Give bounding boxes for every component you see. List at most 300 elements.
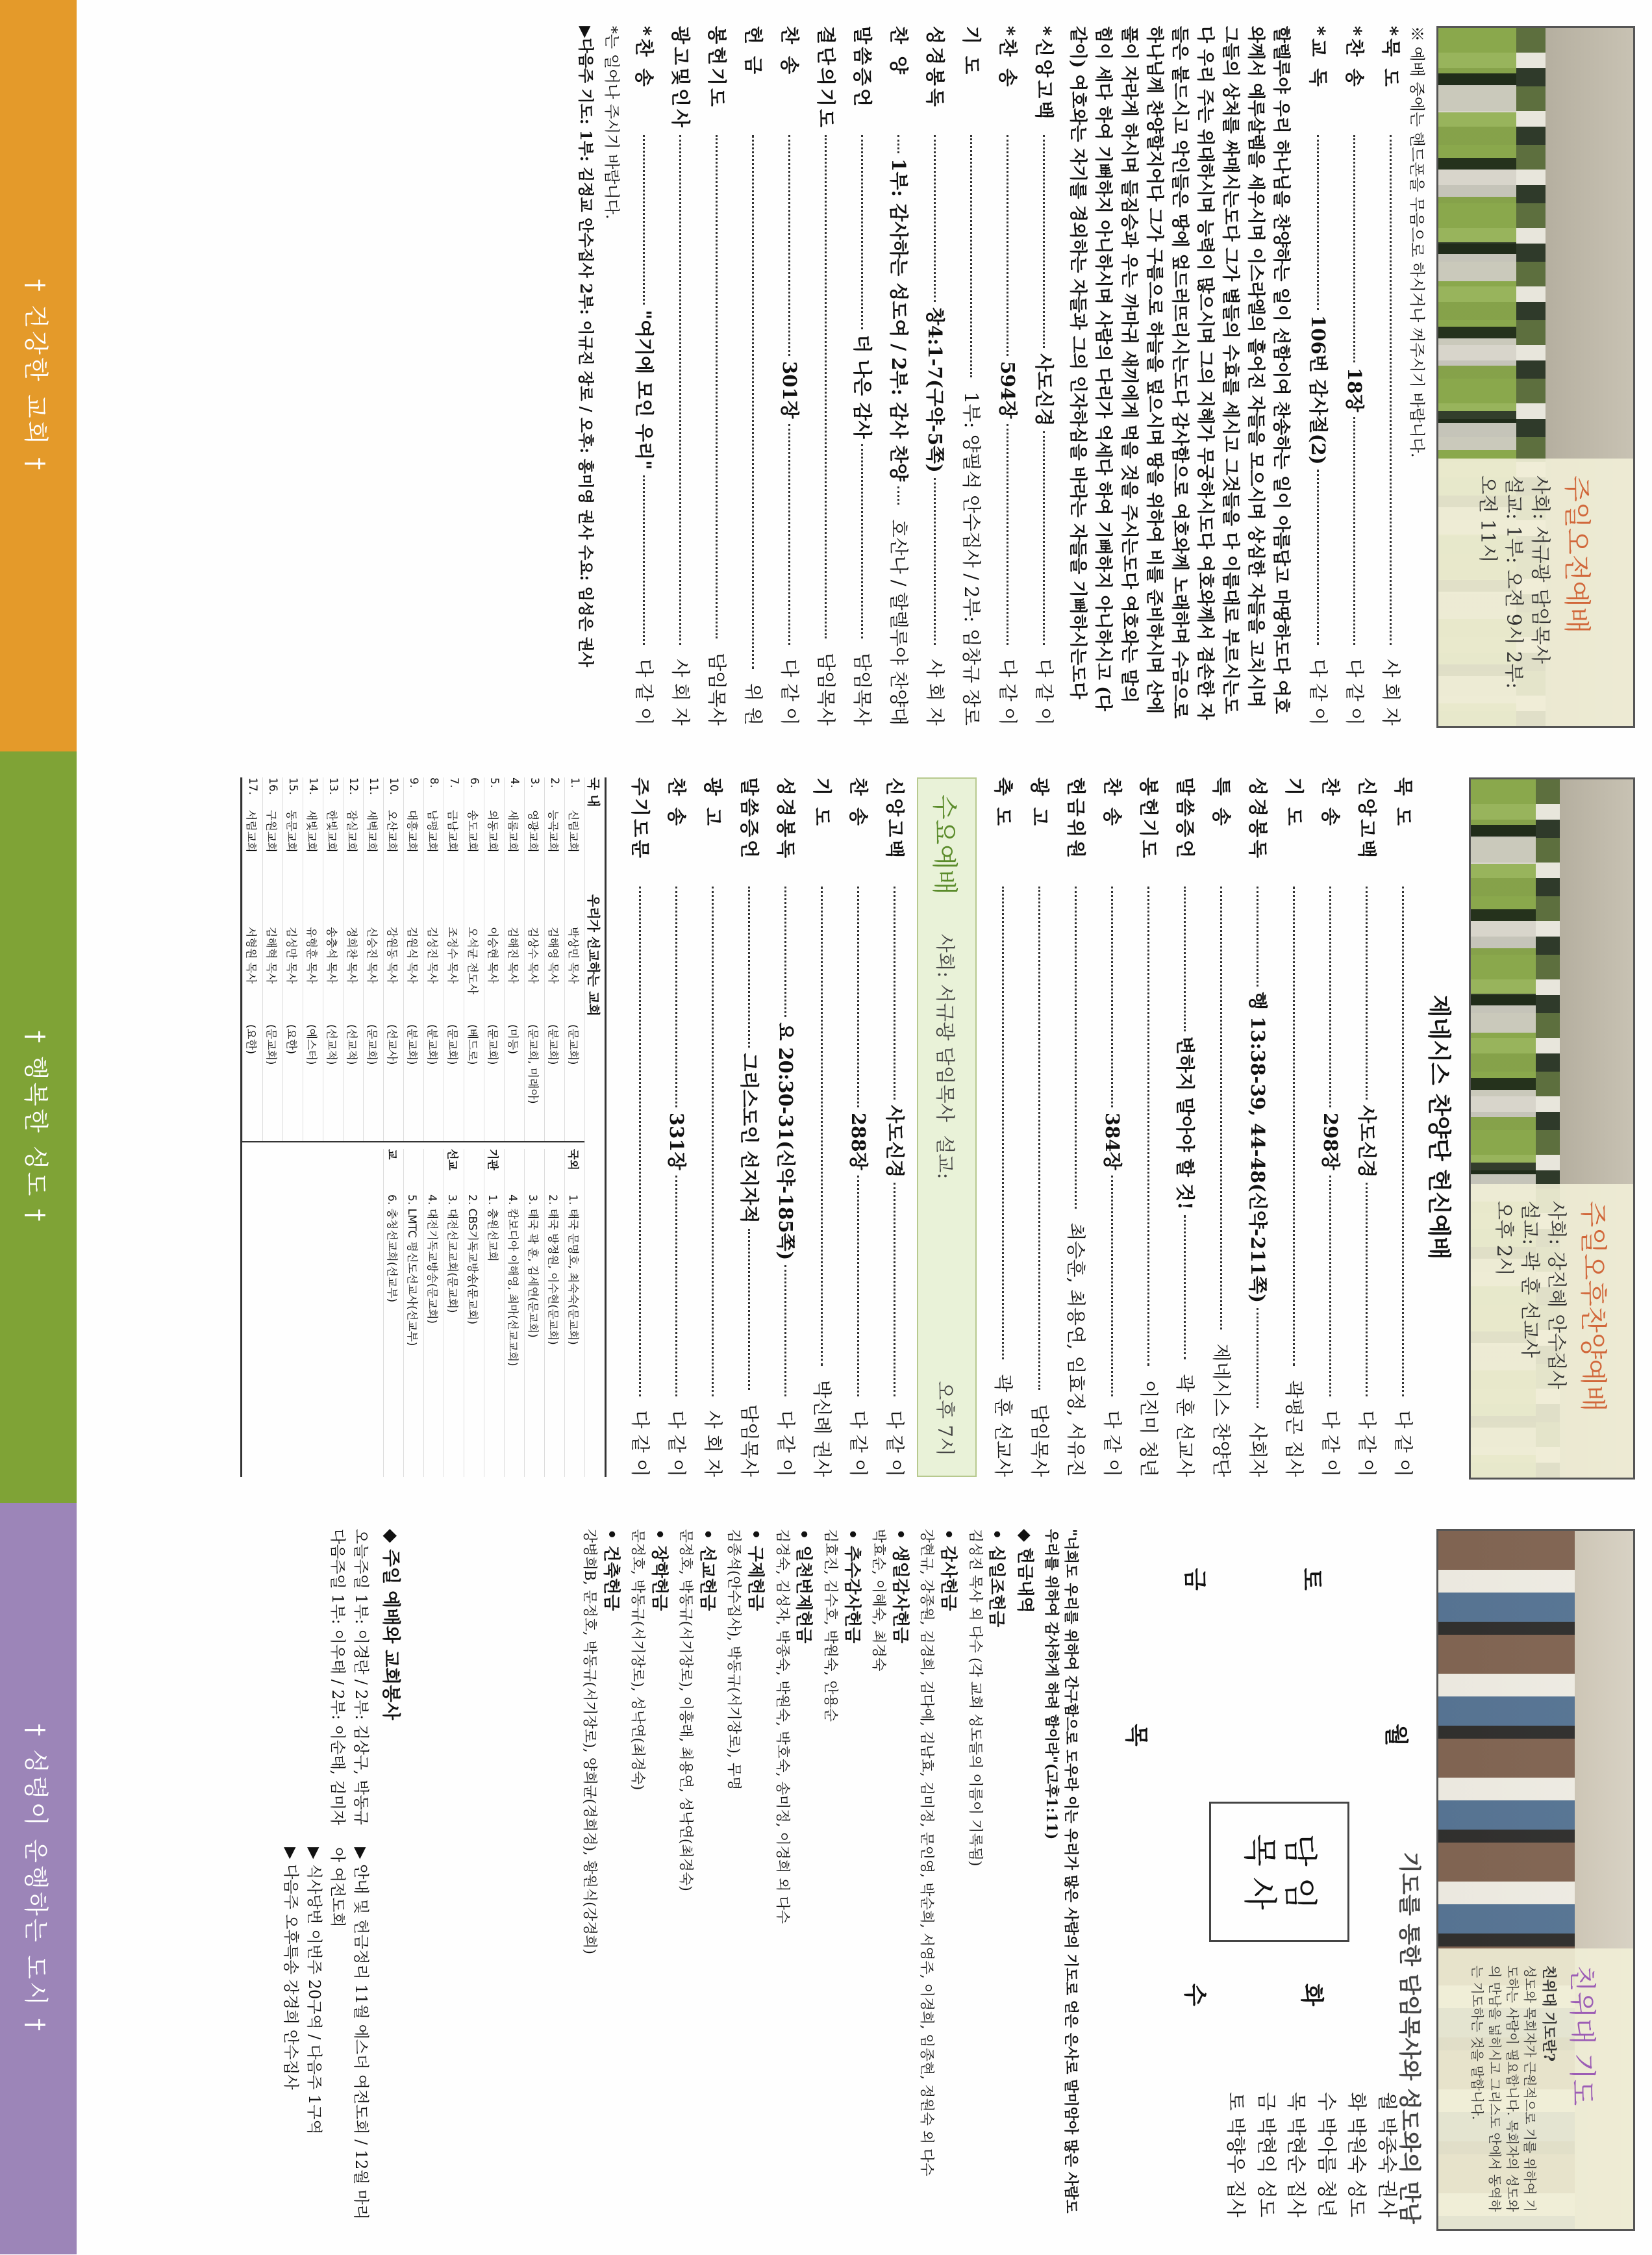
news-text: 김성진 목사 외 다수 (각 교회 성도들의 이름이 기록됨) <box>966 1529 983 1867</box>
wednesday-time: 오후 7시 <box>933 1381 956 1456</box>
wednesday-title: 수요예배 <box>929 794 960 895</box>
order-row <box>804 26 840 725</box>
mission-no: 12. <box>347 777 360 796</box>
order-row <box>1333 26 1369 725</box>
afternoon-heading: 제네시스 찬양단 헌신예배 <box>1425 994 1453 1260</box>
order-row <box>1127 777 1163 1477</box>
order-value: 더 나은 감사 <box>851 334 874 439</box>
mission-group: (요한) <box>284 1024 298 1055</box>
mission-group: (선교사) <box>385 1024 399 1065</box>
order-person: 담임목사 <box>851 652 874 726</box>
news-text: 문정호, 박동규(서기장로), 이흥래, 최용연, 성낙연(최경숙) <box>677 1529 694 1891</box>
order-label: *묵 도 <box>1380 26 1403 90</box>
order-label: 봉헌기도 <box>706 26 729 110</box>
news-heading: • 구제헌금 <box>745 1529 766 1611</box>
order-value: 1부: 감사하는 성도여 / 2부: 감사 찬양 <box>888 158 910 482</box>
mission-row <box>564 777 584 1141</box>
order-row <box>873 777 909 1477</box>
order-label: 성경봉독 <box>1247 777 1269 861</box>
order-row <box>1345 777 1381 1477</box>
order-person: 다 같 이 <box>666 1410 688 1478</box>
mission-no: 3. <box>528 777 541 788</box>
order-row <box>764 777 800 1477</box>
news-text: 김효진, 김수호, 박원숙, 안용순 <box>821 1529 838 1722</box>
mission-row <box>524 777 544 1141</box>
order-person: 위 원 <box>742 683 765 725</box>
order-person: 박신례 권사 <box>811 1379 833 1477</box>
order-person: 다 같 이 <box>1356 1410 1378 1478</box>
mission-church: 신림교회 <box>566 810 580 853</box>
order-label: 찬 송 <box>1101 777 1123 829</box>
news-heading: • 건축헌금 <box>601 1529 621 1611</box>
order-label: 헌금위원 <box>1065 777 1087 861</box>
prayer-name: 금 박현익 성도 <box>1255 2092 1277 2217</box>
mission-no: 4. <box>508 777 521 788</box>
day-tue: 화 <box>1298 1984 1325 2006</box>
order-label: 묵 도 <box>1392 777 1414 829</box>
order-row <box>836 777 873 1477</box>
mission-pastor: 서형원 목사 <box>244 927 258 984</box>
order-label: 헌 금 <box>742 26 765 77</box>
wednesday-order <box>618 777 909 1477</box>
order-person: 다 같 이 <box>779 659 801 726</box>
mission-no: 16. <box>266 777 279 796</box>
choir-photo <box>1436 26 1635 728</box>
order-value: 298장 <box>1320 1112 1342 1170</box>
mission-church: 영광교회 <box>526 810 540 853</box>
prayer-caption <box>1438 1948 1633 2229</box>
order-person: 곽 훈 선교사 <box>1174 1374 1196 1477</box>
panel-prayer-news <box>0 1503 1652 2254</box>
duty-special: ▶ 다음주 오후특송 강경희 안수집사 <box>282 1847 300 2090</box>
mission-row <box>423 1149 444 1477</box>
order-value: 사도신경 <box>884 1105 906 1178</box>
order-label: *교 독 <box>1307 26 1330 90</box>
mission-no: 14. <box>307 777 319 796</box>
order-value: 사도신경 <box>1033 353 1056 427</box>
mission-pastor: 정희찬 목사 <box>345 927 358 984</box>
order-row <box>1022 26 1058 725</box>
order-row <box>695 26 731 725</box>
news-heading: • 생일감사헌금 <box>890 1529 910 1644</box>
mission-pastor: 이승현 목사 <box>486 927 499 984</box>
mission-category: 기관 <box>486 1149 499 1170</box>
order-row <box>1236 777 1272 1477</box>
day-mon: 월 <box>1383 1724 1410 1746</box>
duty-today: 오늘주일 1부: 이경란 / 2부: 김상구, 박동규 <box>352 1529 370 1825</box>
mission-row <box>464 1149 484 1477</box>
order-label: 찬 송 <box>1320 777 1342 829</box>
prayer-name: 화 박원숙 성도 <box>1345 2092 1368 2217</box>
order-row <box>1199 777 1236 1477</box>
mission-no: 5. <box>488 777 501 788</box>
order-label: 말씀증언 <box>738 777 760 861</box>
mission-pastor: 조정수 목사 <box>445 927 459 984</box>
phone-notice: ※ 예배 중에는 핸드폰을 무음으로 하시거나 꺼주시기 바랍니다. <box>1408 26 1426 458</box>
day-wed: 수 <box>1181 1984 1208 2006</box>
order-label: 광고및인사 <box>670 26 692 131</box>
order-person: 이진미 청년 <box>1138 1379 1160 1477</box>
prayer-name: 토 박향우 집사 <box>1224 2092 1247 2217</box>
mission-head-domestic: 국 내 <box>586 777 602 807</box>
order-value: 331장 <box>666 1112 688 1170</box>
caption-preach: 설교: 1부: 오전 9시 2부: 오전 11시 <box>1475 475 1525 689</box>
service-duty <box>279 1529 405 2228</box>
mission-row <box>464 777 484 1141</box>
order-value: 그리스도인 선지자적 <box>738 1053 760 1224</box>
order-label: *찬 송 <box>633 26 656 90</box>
order-label: 신앙고백 <box>884 777 906 861</box>
order-label: 봉헌기도 <box>1138 777 1160 861</box>
mission-pastor: 박상민 목사 <box>566 927 580 984</box>
mission-row <box>504 1149 524 1477</box>
prayer-names <box>1220 2092 1401 2217</box>
order-label: 찬 양 <box>888 26 910 77</box>
mission-row <box>343 777 363 1141</box>
mission-category: 교 <box>385 1149 399 1160</box>
mission-no: 2. <box>548 777 561 788</box>
order-value: 384장 <box>1101 1112 1123 1170</box>
mission-row <box>303 777 323 1141</box>
mission-church: 새롬교회 <box>506 810 519 853</box>
mission-pastor: 강원동 목사 <box>385 927 399 984</box>
mission-row <box>383 777 403 1141</box>
news-heading: • 장학헌금 <box>649 1529 669 1611</box>
mission-domestic-list <box>242 777 584 1141</box>
order-label: *찬 송 <box>1344 26 1366 90</box>
order-row <box>877 26 913 725</box>
order-row <box>840 26 877 725</box>
order-row <box>986 26 1022 725</box>
order-row <box>913 26 949 725</box>
news-text: 문정호, 박동규(서기장로), 성낙연(최경숙) <box>629 1529 645 1791</box>
mission-pastor: 신승진 목사 <box>365 927 379 984</box>
order-row <box>1163 777 1199 1477</box>
mission-pastor: 오석균 전도사 <box>466 927 479 994</box>
order-row <box>1018 777 1054 1477</box>
order-value: "여기에 모인 우리" <box>633 310 656 470</box>
mission-entry: 5. LMTC 평신도선교사(선교부) <box>405 1194 419 1346</box>
order-row <box>1090 777 1127 1477</box>
mission-group: (문교회) <box>486 1024 499 1065</box>
news-heading: ◆ 헌금내역 <box>1015 1529 1035 1613</box>
mission-group: (문교회) <box>445 1024 459 1065</box>
order-row <box>768 26 804 725</box>
order-value: 288장 <box>847 1112 870 1170</box>
order-label: *신앙고백 <box>1033 26 1056 122</box>
panel-morning-service <box>0 0 1652 751</box>
order-person: 다 같 이 <box>884 1410 906 1478</box>
caption-host: 사회: 서규광 담임목사 <box>1528 475 1551 664</box>
mission-no: 17. <box>246 777 259 796</box>
pastor-box-line1: 담 임 <box>1280 1833 1320 1910</box>
order-label: 광 고 <box>1029 777 1051 829</box>
service-caption <box>1438 459 1633 726</box>
order-person: 1부: 양필석 안수집사 / 2부: 임창규 장로 <box>960 392 983 725</box>
order-label: 축 도 <box>992 777 1014 829</box>
duty-meal: ▶ 식사당번 이번주 20구역 / 다음주 1구역 <box>305 1847 323 2135</box>
order-row <box>1381 777 1418 1477</box>
mission-group: (문교회) <box>365 1024 379 1065</box>
order-person: 다 같 이 <box>847 1410 870 1478</box>
mission-row <box>544 777 564 1141</box>
order-row <box>622 26 658 725</box>
mission-pastor: 김해영 목사 <box>546 927 560 984</box>
prayer-name: 수 박아름 청년 <box>1315 2092 1338 2217</box>
mission-entry: 4. 대전기독교방송(문교회) <box>425 1194 439 1324</box>
order-label: 주기도문 <box>629 777 651 861</box>
order-label: 신앙고백 <box>1356 777 1378 861</box>
order-row <box>731 26 768 725</box>
mission-row <box>423 777 444 1141</box>
mission-no: 9. <box>407 777 420 788</box>
order-person: 담임목사 <box>1029 1404 1051 1477</box>
order-value: 301장 <box>779 360 801 419</box>
news-text: 김종석(안수집사), 박동규(서기장로), 무명 <box>725 1529 742 1791</box>
mission-pastor: 김상수 목사 <box>526 927 540 984</box>
order-value: 사도신경 <box>1356 1105 1378 1178</box>
mission-row <box>484 1149 504 1477</box>
order-value: 요 20:30-31(신약-185쪽) <box>775 1022 797 1261</box>
mission-church: 외동교회 <box>486 810 499 853</box>
mission-entry: 1. 충원선교회 <box>486 1194 499 1262</box>
prayer-name: 목 박현순 집사 <box>1284 2092 1308 2217</box>
mission-group: (예스터) <box>305 1024 318 1065</box>
news-heading: • 감사헌금 <box>938 1529 958 1611</box>
order-value: 창4:1-7(구약-5쪽) <box>924 307 947 473</box>
mission-row <box>262 777 282 1141</box>
mission-church: 한빛교회 <box>325 810 338 853</box>
mission-entry: 3. 대전선교교회(문교회) <box>445 1194 459 1313</box>
mission-row <box>484 777 504 1141</box>
mission-pastor: 김해혁 목사 <box>264 927 278 984</box>
service-caption <box>1471 1184 1633 1478</box>
order-label: 말씀증언 <box>851 26 874 110</box>
mission-table <box>240 777 607 1477</box>
caption-preach: 설교: 곽 훈 선교사 <box>1518 1201 1542 1358</box>
mission-no: 13. <box>327 777 340 796</box>
order-row <box>1296 26 1333 725</box>
news-text: 강현규, 강종원, 김경희, 김다예, 김남효, 김미정, 문인영, 박순희, 서영주, 이경희, 임종현, 정원숙 외 다수 <box>918 1529 935 2176</box>
mission-group: (선교적) <box>345 1024 358 1065</box>
day-thu: 목 <box>1123 1724 1150 1746</box>
panel-footer: † 성령이 운행하는 도시 † <box>0 1503 77 2254</box>
order-person: 사 회 자 <box>702 1410 724 1477</box>
mission-church: 구원교회 <box>264 810 278 853</box>
order-person: 제네시스 찬양단 <box>1210 1343 1233 1477</box>
mission-row <box>282 777 303 1141</box>
offering-news <box>579 1529 1081 2228</box>
day-fri: 금 <box>1181 1568 1208 1591</box>
mission-head-title: 우리가 선교하는 교회 <box>586 894 602 1016</box>
order-person: 호산나 / 할렐루야 찬양대 <box>888 519 910 726</box>
duty-next: 다음주일 1부: 이우태 / 2부: 이순태, 김미자 <box>329 1529 347 1825</box>
caption-time: 오후 2시 <box>1492 1201 1515 1276</box>
mission-row <box>403 1149 423 1477</box>
order-person: 사회자 <box>1247 1422 1269 1477</box>
order-label: 말씀증언 <box>1174 777 1196 861</box>
mission-table-head <box>584 777 605 1477</box>
mission-group: (요한) <box>244 1024 258 1055</box>
order-label: 찬 송 <box>779 26 801 77</box>
mission-row <box>524 1149 544 1477</box>
mission-church: 송도교회 <box>466 810 479 853</box>
prayer-chain-heading: 기도를 통한 담임목사와 성도와의 만남 <box>1396 1852 1422 2224</box>
order-person: 다 같 이 <box>1307 659 1330 726</box>
order-label: 기 도 <box>1283 777 1305 829</box>
mission-no: 1. <box>568 777 581 788</box>
order-row <box>1308 777 1345 1477</box>
mission-row <box>444 777 464 1141</box>
mission-row <box>403 777 423 1141</box>
order-label: 특 송 <box>1210 777 1233 829</box>
duty-guide: ▶ 안내 및 헌금정리 11월 에스더 여전도회 / 12월 마리아 여전도회 <box>329 1847 370 2220</box>
order-value: 변하지 말아야 할 것! <box>1174 1036 1196 1210</box>
mission-row <box>544 1149 564 1477</box>
mission-no: 7. <box>447 777 460 788</box>
news-heading: • 십일조헌금 <box>986 1529 1007 1628</box>
order-person: 다 같 이 <box>1033 659 1056 726</box>
order-person: 다 같 이 <box>1101 1410 1123 1478</box>
order-value: 594장 <box>997 360 1020 419</box>
order-person: 사 회 자 <box>1380 659 1403 725</box>
mission-church: 동문교회 <box>284 810 298 853</box>
mission-church: 새벽교회 <box>365 810 379 853</box>
mission-category: 선교 <box>445 1149 459 1170</box>
mission-group: (문교회) <box>566 1024 580 1065</box>
order-row <box>658 26 695 725</box>
order-label: 찬 송 <box>666 777 688 829</box>
congregation-photo <box>1436 1529 1635 2231</box>
wednesday-preach: 설교: <box>933 1135 956 1179</box>
order-row <box>981 777 1018 1477</box>
order-person: 사 회 자 <box>670 659 692 725</box>
mission-church: 금남교회 <box>445 810 459 853</box>
order-row <box>727 777 764 1477</box>
mission-group: (문교회) <box>264 1024 278 1065</box>
prayer-caption-body: 성도와 목회자가 근원적으로 기를 위하여 기도하는 사람이 필요합니다. 목회자의 성도와의 만남을 넓히시고 그리스도 안에서 동역하는 기도하는 것을 말합니다. <box>1470 1965 1538 2212</box>
order-row <box>800 777 836 1477</box>
standing-note: *는 일어나 주시기 바랍니다. <box>603 26 621 220</box>
order-row <box>1054 777 1090 1477</box>
mission-pastor: 김성진 목사 <box>425 927 439 984</box>
wednesday-host: 사회: 서규광 담임목사 <box>933 933 956 1122</box>
mission-church: 대흥교회 <box>405 810 419 853</box>
order-person: 최승훈, 최용연, 임효정, 서유진 <box>1065 1222 1087 1477</box>
order-person: 곽 훈 선교사 <box>992 1374 1014 1477</box>
choir-photo <box>1469 777 1635 1480</box>
mission-church: 남평교회 <box>425 810 439 853</box>
order-person: 사 회 자 <box>924 659 947 726</box>
mission-church: 오산교회 <box>385 810 399 853</box>
order-label: 결단의기도 <box>815 26 838 131</box>
news-text: 강병희B, 문정호, 박동규(서기장로), 양희균(경희경), 황원식(강경희) <box>581 1529 597 1954</box>
mission-row <box>383 1149 403 1477</box>
wednesday-header <box>917 777 977 1477</box>
order-label: 광 고 <box>702 777 724 829</box>
order-row <box>655 777 691 1477</box>
order-person: 담임목사 <box>815 652 838 725</box>
day-sat: 토 <box>1298 1568 1325 1591</box>
pastor-box-line2: 목 사 <box>1240 1833 1279 1910</box>
next-prayer: ▶다음주 기도: 1부: 김정교 안수집사 2부: 이규진 장로 / 오후: 홍미영 권사 수요: 임성은 권사 <box>576 26 595 667</box>
mission-overseas-list <box>242 1141 584 1477</box>
responsive-reading: 할렐루야 우리 하나님을 찬양하는 일이 선함이여 찬송하는 일이 아름답고 마땅하도다 여호와께서 예루살렘을 세우시며 이스라엘의 흩어진 자들을 모으시며 상심한 자들을 고치시며 그들의 상처를 싸매시는도다 그가 별들의 수효를 세시고 그것들을 다 이름대로 부르시는도다 우리 주는 위대하시며 능력이 많으시며 그의 지혜가 무궁하시도다 여호와께서 겸손한 자들은 붙드시고 악인들은 땅에 엎드러뜨리시는도다 감사함으로 여호와께 노래하며 수금으로 하나님께 찬양할지어다 그가 구름으로 하늘을 덮으시며 땅을 위하여 비를 준비하시며 산에 풀이 자라게 하시며 들짐승과 우는 까마귀 새끼에게 먹을 것을 주시는도다 여호와는 말의 힘이 세다 하여 기뻐하지 아니하시며 사람의 다리가 억세다 하여 기뻐하지 아니하시고 (다같이) 여호와는 자기를 경외하는 자들과 그의 인자하심을 바라는 자들을 기뻐하시는도다 <box>1068 26 1292 720</box>
prayer-caption-title: 친위대 기도 <box>1566 1965 1598 2106</box>
order-person: 곽평곤 집사 <box>1283 1379 1305 1477</box>
mission-entry: 1. 태국 문명호, 최숙숙(문교회) <box>566 1194 580 1345</box>
mission-row <box>242 777 262 1141</box>
order-row <box>1272 777 1308 1477</box>
prayer-caption-question: 친위대 기도란? <box>1540 1965 1557 2062</box>
order-value: 행 13:38-39, 44-48(신약-211쪽) <box>1247 992 1269 1303</box>
news-text: 김경숙, 김성자, 박종숙, 박원숙, 박호숙, 송미정, 이경희 외 다수 <box>773 1529 790 1924</box>
mission-group: (문교회, 미래아) <box>526 1024 540 1104</box>
order-person: 담임목사 <box>738 1404 760 1478</box>
mission-group: (베드로) <box>466 1024 479 1065</box>
afternoon-order <box>981 777 1460 1477</box>
caption-title: 주일오전예배 <box>1560 475 1593 634</box>
prayer-name: 월 박종숙 권사 <box>1375 2092 1398 2217</box>
morning-order <box>575 26 1427 725</box>
mission-entry: 2. CBS기독교방송(문교회) <box>466 1194 479 1325</box>
mission-group: (분교회) <box>405 1024 419 1065</box>
mission-category: 국외 <box>566 1149 580 1170</box>
duty-title: ◆ 주일 예배와 교회봉사 <box>381 1529 402 1720</box>
mission-pastor: 유형훈 목사 <box>305 927 318 984</box>
order-value: 106번 감사절(2) <box>1307 315 1330 465</box>
mission-pastor: 김해진 목사 <box>506 927 519 984</box>
mission-row <box>323 777 343 1141</box>
mission-group: (미등) <box>506 1024 519 1055</box>
mission-church: 서림교회 <box>244 810 258 853</box>
news-heading: • 일천번제헌금 <box>794 1529 814 1644</box>
order-label: 찬 송 <box>847 777 870 829</box>
mission-pastor: 김성만 목사 <box>284 927 298 984</box>
mission-row <box>363 777 383 1141</box>
prayer-chain <box>1122 1529 1427 2224</box>
order-label: 성경봉독 <box>924 26 947 110</box>
pastor-box <box>1209 1802 1349 1942</box>
panel-footer: † 행복한 성도 † <box>0 751 77 1503</box>
order-value: 18장 <box>1344 368 1366 412</box>
mission-group: (분교회) <box>546 1024 560 1065</box>
mission-entry: 6. 충청선교회(선교부) <box>385 1194 399 1303</box>
mission-row <box>564 1149 584 1477</box>
mission-no: 11. <box>367 777 380 796</box>
order-row <box>691 777 727 1477</box>
order-label: 기 도 <box>811 777 833 829</box>
order-row <box>949 26 986 725</box>
caption-host: 사회: 강진혜 안수집사 <box>1544 1201 1568 1389</box>
order-row <box>618 777 655 1477</box>
order-label: 성경봉독 <box>775 777 797 861</box>
panel-afternoon-service <box>0 751 1652 1503</box>
mission-entry: 4. 캄보디아 이해영, 최마(선교교회) <box>506 1194 519 1367</box>
order-person: 다 같 이 <box>1320 1410 1342 1478</box>
order-row <box>1369 26 1405 725</box>
mission-group: (분교회) <box>425 1024 439 1065</box>
mission-pastor: 김원식 목사 <box>405 927 419 984</box>
order-label: 기 도 <box>960 26 983 77</box>
news-heading: • 선교헌금 <box>697 1529 717 1611</box>
news-text: 박효순, 이혜숙, 최경숙 <box>870 1529 887 1672</box>
order-person: 다 같 이 <box>1392 1410 1414 1477</box>
caption-title: 주일오후찬양예배 <box>1577 1201 1609 1412</box>
mission-entry: 2. 태국 방정원, 이수현(문교회) <box>546 1194 560 1345</box>
mission-no: 6. <box>468 777 481 788</box>
mission-no: 8. <box>427 777 440 788</box>
